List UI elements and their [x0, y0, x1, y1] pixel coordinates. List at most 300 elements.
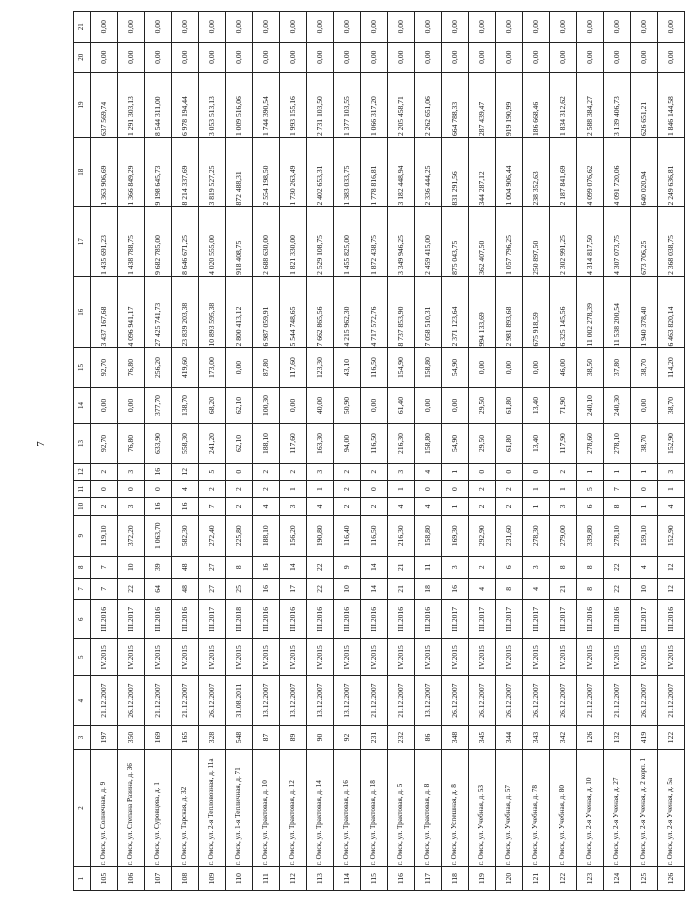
- table-cell: 4 307 073,75: [604, 207, 631, 276]
- table-cell: 1 730 263,49: [280, 138, 307, 207]
- table-cell: 62,10: [226, 387, 253, 424]
- table-cell: 158,80: [415, 424, 442, 463]
- column-number-header: 10: [74, 498, 91, 515]
- table-cell: 0,00: [658, 42, 685, 72]
- table-cell: 3: [550, 498, 577, 515]
- table-cell: 1: [307, 480, 334, 497]
- table-cell: 8: [577, 578, 604, 600]
- table-cell: 0,00: [226, 42, 253, 72]
- table-cell: 16: [253, 556, 280, 578]
- address-cell: г. Омск, ул. 2-я Ученая, д. 5а: [658, 749, 685, 866]
- table-cell: 64: [145, 578, 172, 600]
- table-cell: 25: [226, 578, 253, 600]
- column-number-header: 4: [74, 676, 91, 726]
- table-cell: 0,00: [172, 42, 199, 72]
- table-cell: 216,30: [388, 424, 415, 463]
- table-cell: IV.2015: [415, 639, 442, 676]
- table-cell: 250 897,50: [523, 207, 550, 276]
- table-cell: 21.12.2007: [145, 676, 172, 726]
- table-cell: 11 538 200,54: [604, 276, 631, 348]
- table-cell: IV.2015: [550, 639, 577, 676]
- table-body: [74, 12, 685, 891]
- table-cell: 13.12.2007: [280, 676, 307, 726]
- table-cell: 1: [442, 498, 469, 515]
- table-cell: 9 682 785,00: [145, 207, 172, 276]
- table-cell: III.2016: [415, 600, 442, 639]
- table-cell: 272,40: [199, 515, 226, 556]
- table-cell: 48: [172, 556, 199, 578]
- table-cell: 90: [307, 726, 334, 750]
- table-cell: 4: [469, 578, 496, 600]
- table-cell: 279,00: [550, 515, 577, 556]
- table-cell: 3: [118, 498, 145, 515]
- table-cell: 169: [145, 726, 172, 750]
- table-cell: 86: [415, 726, 442, 750]
- column-number-header: 18: [74, 138, 91, 207]
- table-cell: 0: [631, 480, 658, 497]
- table-cell: 6 463 820,14: [658, 276, 685, 348]
- table-row: [523, 12, 550, 891]
- table-cell: 12: [658, 578, 685, 600]
- table-cell: III.2017: [199, 600, 226, 639]
- table-cell: 7 662 865,56: [307, 276, 334, 348]
- table-cell: 12: [172, 463, 199, 480]
- table-cell: 875 043,75: [442, 207, 469, 276]
- table-cell: 26.12.2007: [523, 676, 550, 726]
- table-cell: 2 459 415,00: [415, 207, 442, 276]
- row-number-cell: 106: [118, 867, 145, 891]
- table-cell: 8 544 311,00: [145, 72, 172, 137]
- table-cell: 13,40: [523, 424, 550, 463]
- table-cell: III.2017: [469, 600, 496, 639]
- table-cell: 4: [415, 463, 442, 480]
- table-cell: 1 004 906,44: [496, 138, 523, 207]
- table-cell: 126: [577, 726, 604, 750]
- page-number: 7: [34, 441, 47, 447]
- table-cell: 1 846 144,58: [658, 72, 685, 137]
- table-cell: 350: [118, 726, 145, 750]
- table-cell: 37,80: [604, 348, 631, 387]
- table-cell: 26.12.2007: [631, 676, 658, 726]
- column-number-header: 13: [74, 424, 91, 463]
- table-cell: 7: [91, 556, 118, 578]
- table-cell: 831 291,56: [442, 138, 469, 207]
- table-cell: 114,20: [658, 348, 685, 387]
- row-number-cell: 120: [496, 867, 523, 891]
- table-cell: 16: [172, 498, 199, 515]
- table-cell: 7: [199, 498, 226, 515]
- table-cell: III.2016: [91, 600, 118, 639]
- table-cell: 76,80: [118, 348, 145, 387]
- table-cell: 0,00: [631, 387, 658, 424]
- table-cell: 2 368 038,75: [658, 207, 685, 276]
- table-cell: 13.12.2007: [334, 676, 361, 726]
- address-cell: г. Омск, ул. Степана Разина, д. 36: [118, 749, 145, 866]
- table-cell: 11: [415, 556, 442, 578]
- table-cell: 21.12.2007: [91, 676, 118, 726]
- table-cell: 116,50: [361, 348, 388, 387]
- table-cell: 1 066 317,20: [361, 72, 388, 137]
- table-cell: 1 435 691,23: [91, 207, 118, 276]
- table-cell: 8 646 671,25: [172, 207, 199, 276]
- table-cell: 21.12.2007: [577, 676, 604, 726]
- table-cell: 188,10: [253, 515, 280, 556]
- table-cell: 61,80: [496, 387, 523, 424]
- table-cell: 0,00: [469, 348, 496, 387]
- table-cell: 2: [226, 498, 253, 515]
- table-cell: 8: [496, 578, 523, 600]
- table-cell: 197: [91, 726, 118, 750]
- table-cell: 158,80: [415, 515, 442, 556]
- address-cell: г. Омск, ул. Успешная, д. 8: [442, 749, 469, 866]
- table-cell: 1 872 438,75: [361, 207, 388, 276]
- table-cell: 2: [496, 480, 523, 497]
- table-cell: 159,10: [631, 515, 658, 556]
- column-number-header: 9: [74, 515, 91, 556]
- table-cell: 2: [253, 480, 280, 497]
- table-cell: 173,00: [199, 348, 226, 387]
- table-cell: 38,70: [658, 387, 685, 424]
- table-row: [442, 12, 469, 891]
- table-cell: 16: [145, 463, 172, 480]
- table-cell: 2: [469, 480, 496, 497]
- table-cell: 14: [361, 578, 388, 600]
- table-cell: III.2016: [280, 600, 307, 639]
- table-cell: 345: [469, 726, 496, 750]
- table-cell: 38,50: [577, 348, 604, 387]
- table-cell: 23 839 203,38: [172, 276, 199, 348]
- table-cell: 675 918,59: [523, 276, 550, 348]
- table-cell: 54,90: [442, 348, 469, 387]
- table-cell: III.2017: [118, 600, 145, 639]
- table-cell: 68,20: [199, 387, 226, 424]
- table-cell: 22: [118, 578, 145, 600]
- table-row: [307, 12, 334, 891]
- table-cell: 40,00: [307, 387, 334, 424]
- table-cell: 0: [415, 480, 442, 497]
- address-cell: г. Омск, ул. 2-я Ученая, д. 2 корп. 1: [631, 749, 658, 866]
- table-row: [658, 12, 685, 891]
- table-cell: 328: [199, 726, 226, 750]
- table-row: [199, 12, 226, 891]
- table-cell: III.2016: [307, 600, 334, 639]
- table-cell: 10 893 595,38: [199, 276, 226, 348]
- table-cell: 1 455 825,00: [334, 207, 361, 276]
- table-cell: 3: [658, 463, 685, 480]
- table-cell: 13.12.2007: [415, 676, 442, 726]
- row-number-cell: 114: [334, 867, 361, 891]
- table-cell: 4 091 720,06: [604, 138, 631, 207]
- row-number-cell: 124: [604, 867, 631, 891]
- table-cell: 11 002 278,39: [577, 276, 604, 348]
- table-cell: 116,50: [361, 424, 388, 463]
- table-cell: 16: [145, 498, 172, 515]
- row-number-cell: 122: [550, 867, 577, 891]
- column-number-header: 1: [74, 867, 91, 891]
- table-row: [631, 12, 658, 891]
- table-cell: 21.12.2007: [172, 676, 199, 726]
- address-cell: г. Омск, ул. Трактовая, д. 10: [253, 749, 280, 866]
- table-row: [577, 12, 604, 891]
- table-cell: 8 737 853,90: [388, 276, 415, 348]
- table-row: [388, 12, 415, 891]
- table-row: [415, 12, 442, 891]
- table-cell: 0,00: [145, 12, 172, 43]
- table-row: [334, 12, 361, 891]
- table-cell: 3 437 167,68: [91, 276, 118, 348]
- table-cell: IV.2015: [496, 639, 523, 676]
- table-cell: 0,00: [280, 387, 307, 424]
- table-cell: 61,80: [496, 424, 523, 463]
- table-cell: 0,00: [172, 12, 199, 43]
- table-row: [361, 12, 388, 891]
- table-cell: 1 063,70: [145, 515, 172, 556]
- row-number-cell: 110: [226, 867, 253, 891]
- table-cell: 664 788,33: [442, 72, 469, 137]
- table-sheet: [73, 11, 676, 891]
- table-cell: 256,20: [145, 348, 172, 387]
- table-cell: IV.2015: [469, 639, 496, 676]
- table-cell: 26.12.2007: [442, 676, 469, 726]
- row-number-cell: 118: [442, 867, 469, 891]
- table-cell: 377,70: [145, 387, 172, 424]
- table-cell: 2 554 198,50: [253, 138, 280, 207]
- table-cell: IV.2015: [388, 639, 415, 676]
- table-cell: 29,50: [469, 387, 496, 424]
- table-cell: 116,40: [334, 515, 361, 556]
- table-cell: 0,00: [334, 42, 361, 72]
- table-cell: 0,00: [577, 12, 604, 43]
- address-cell: г. Омск, ул. Учебная, д. 57: [496, 749, 523, 866]
- row-number-cell: 115: [361, 867, 388, 891]
- table-cell: 0: [118, 480, 145, 497]
- column-number-header: 14: [74, 387, 91, 424]
- table-cell: 0,00: [388, 12, 415, 43]
- table-cell: 0,00: [604, 12, 631, 43]
- table-cell: 0,00: [118, 12, 145, 43]
- column-number-header: 16: [74, 276, 91, 348]
- table-cell: 637 569,74: [91, 72, 118, 137]
- table-cell: 54,90: [442, 424, 469, 463]
- table-cell: 4: [253, 498, 280, 515]
- table-cell: 0,00: [631, 12, 658, 43]
- table-cell: 21.12.2007: [658, 676, 685, 726]
- table-cell: 0: [145, 480, 172, 497]
- table-cell: 188,10: [253, 424, 280, 463]
- table-cell: IV.2015: [334, 639, 361, 676]
- table-cell: 0,00: [496, 42, 523, 72]
- column-number-header: 19: [74, 72, 91, 137]
- table-cell: 2 205 458,71: [388, 72, 415, 137]
- table-cell: 1: [523, 480, 550, 497]
- table-cell: IV.2015: [631, 639, 658, 676]
- table-cell: 0,00: [307, 42, 334, 72]
- table-cell: III.2017: [550, 600, 577, 639]
- table-cell: 22: [307, 556, 334, 578]
- table-row: [118, 12, 145, 891]
- table-cell: 14: [361, 556, 388, 578]
- table-cell: 8 214 337,69: [172, 138, 199, 207]
- table-cell: 0,00: [118, 42, 145, 72]
- table-cell: 0,00: [523, 12, 550, 43]
- table-cell: 87,80: [253, 348, 280, 387]
- table-cell: 994 133,69: [469, 276, 496, 348]
- table-cell: 1 383 033,75: [334, 138, 361, 207]
- table-cell: 0: [361, 480, 388, 497]
- table-cell: 4 314 817,50: [577, 207, 604, 276]
- table-cell: 2: [91, 463, 118, 480]
- table-cell: 152,90: [658, 515, 685, 556]
- table-cell: 50,90: [334, 387, 361, 424]
- column-number-header: 15: [74, 348, 91, 387]
- table-cell: 278,30: [523, 515, 550, 556]
- table-cell: 2: [334, 498, 361, 515]
- table-cell: 21.12.2007: [361, 676, 388, 726]
- table-cell: 3 182 448,94: [388, 138, 415, 207]
- table-cell: 92: [334, 726, 361, 750]
- table-cell: 71,90: [550, 387, 577, 424]
- column-number-header: 5: [74, 639, 91, 676]
- column-number-header: 20: [74, 42, 91, 72]
- table-cell: 1: [280, 480, 307, 497]
- row-number-cell: 105: [91, 867, 118, 891]
- address-cell: г. Омск, ул. Трактовая, д. 5: [388, 749, 415, 866]
- table-cell: 89: [280, 726, 307, 750]
- table-cell: 348: [442, 726, 469, 750]
- table-cell: 0: [496, 463, 523, 480]
- table-cell: 2: [334, 463, 361, 480]
- table-cell: 5 544 748,65: [280, 276, 307, 348]
- table-cell: 2 981 893,68: [496, 276, 523, 348]
- table-cell: 119,10: [91, 515, 118, 556]
- table-cell: 46,00: [550, 348, 577, 387]
- table-cell: 4 020 555,00: [199, 207, 226, 276]
- table-cell: 100,30: [253, 387, 280, 424]
- table-cell: 27: [199, 578, 226, 600]
- table-cell: 1 363 906,69: [91, 138, 118, 207]
- table-cell: 0,00: [442, 387, 469, 424]
- table-cell: 0,00: [334, 12, 361, 43]
- table-cell: 2 187 841,69: [550, 138, 577, 207]
- table-cell: 0: [442, 480, 469, 497]
- table-cell: III.2017: [496, 600, 523, 639]
- table-cell: 287 439,47: [469, 72, 496, 137]
- address-cell: г. Омск, ул. 2-я Ученая, д. 10: [577, 749, 604, 866]
- table-cell: 4: [172, 480, 199, 497]
- table-cell: 4: [415, 498, 442, 515]
- table-cell: III.2016: [253, 600, 280, 639]
- table-cell: 10: [118, 556, 145, 578]
- row-number-cell: 117: [415, 867, 442, 891]
- table-cell: IV.2015: [172, 639, 199, 676]
- table-cell: 156,20: [280, 515, 307, 556]
- address-cell: г. Омск, ул. Учебная, д. 53: [469, 749, 496, 866]
- table-cell: III.2016: [172, 600, 199, 639]
- table-cell: III.2016: [334, 600, 361, 639]
- table-cell: 292,90: [469, 515, 496, 556]
- table-cell: 4: [658, 498, 685, 515]
- table-cell: 6 325 145,56: [550, 276, 577, 348]
- table-cell: IV.2015: [226, 639, 253, 676]
- table-cell: 38,70: [631, 424, 658, 463]
- table-cell: 1 744 390,54: [253, 72, 280, 137]
- table-cell: 3 819 527,25: [199, 138, 226, 207]
- table-cell: 232: [388, 726, 415, 750]
- table-cell: III.2017: [442, 600, 469, 639]
- table-cell: 0,00: [442, 42, 469, 72]
- table-cell: 278,10: [604, 424, 631, 463]
- column-number-header: 21: [74, 12, 91, 43]
- table-cell: 190,80: [307, 515, 334, 556]
- table-cell: 2: [253, 463, 280, 480]
- column-number-header: 6: [74, 600, 91, 639]
- table-cell: 240,10: [577, 387, 604, 424]
- table-cell: III.2017: [631, 600, 658, 639]
- table-cell: 13,40: [523, 387, 550, 424]
- table-cell: 2: [280, 463, 307, 480]
- table-cell: 241,20: [199, 424, 226, 463]
- table-cell: 2: [496, 498, 523, 515]
- table-cell: 1: [523, 498, 550, 515]
- row-number-cell: 109: [199, 867, 226, 891]
- address-cell: г. Омск, ул. Солнечная, д. 9: [91, 749, 118, 866]
- row-number-cell: 119: [469, 867, 496, 891]
- housing-program-table: [73, 11, 685, 891]
- table-cell: 2 800 413,12: [226, 276, 253, 348]
- table-cell: 4 215 962,30: [334, 276, 361, 348]
- table-cell: 3: [118, 463, 145, 480]
- table-cell: 640 020,94: [631, 138, 658, 207]
- table-cell: IV.2015: [523, 639, 550, 676]
- address-cell: г. Омск, ул. Тарская, д. 32: [172, 749, 199, 866]
- table-cell: 0,00: [280, 12, 307, 43]
- table-cell: 1 438 788,75: [118, 207, 145, 276]
- table-cell: III.2018: [226, 600, 253, 639]
- table-cell: 0,00: [577, 42, 604, 72]
- table-cell: 216,30: [388, 515, 415, 556]
- table-cell: 10: [631, 578, 658, 600]
- table-cell: 4: [307, 498, 334, 515]
- table-cell: 2: [469, 556, 496, 578]
- table-cell: 26.12.2007: [550, 676, 577, 726]
- table-cell: 76,80: [118, 424, 145, 463]
- table-cell: 0: [226, 463, 253, 480]
- table-cell: 1: [631, 498, 658, 515]
- row-number-cell: 107: [145, 867, 172, 891]
- table-cell: 0,00: [91, 12, 118, 43]
- table-cell: 0,00: [253, 42, 280, 72]
- table-cell: 1: [631, 463, 658, 480]
- table-cell: 13.12.2007: [253, 676, 280, 726]
- table-cell: 21.12.2007: [388, 676, 415, 726]
- table-cell: IV.2015: [361, 639, 388, 676]
- table-cell: 2: [361, 498, 388, 515]
- table-cell: 21.12.2007: [604, 676, 631, 726]
- table-cell: 558,30: [172, 424, 199, 463]
- table-cell: 10: [334, 578, 361, 600]
- table-cell: 0: [469, 463, 496, 480]
- table-cell: 5: [577, 480, 604, 497]
- table-cell: 238 352,63: [523, 138, 550, 207]
- table-cell: 3: [442, 556, 469, 578]
- table-cell: 6 987 059,91: [253, 276, 280, 348]
- table-cell: 1: [604, 463, 631, 480]
- address-cell: г. Омск, ул. Трактовая, д. 18: [361, 749, 388, 866]
- table-cell: 92,70: [91, 424, 118, 463]
- table-row: [280, 12, 307, 891]
- table-cell: 2 249 636,81: [658, 138, 685, 207]
- row-number-cell: 113: [307, 867, 334, 891]
